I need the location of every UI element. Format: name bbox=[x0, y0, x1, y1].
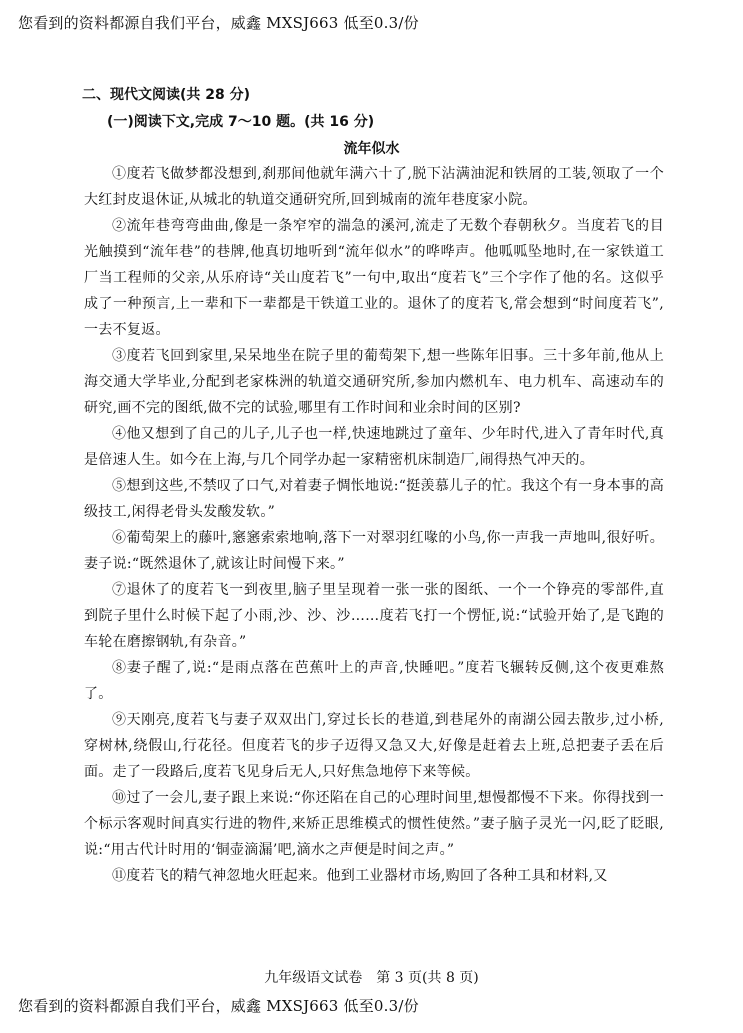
paragraph: ①度若飞做梦都没想到,刹那间他就年满六十了,脱下沾满油泥和铁屑的工装,领取了一个大红封皮退休证,从城北的轨道交通研究所,回到城南的流年巷度家小院。 bbox=[84, 166, 664, 208]
paragraph: ④他又想到了自己的儿子,儿子也一样,快速地跳过了童年、少年时代,进入了青年时代,真是倍速人生。如今在上海,与几个同学办起一家精密机床制造厂,闹得热气冲天的。 bbox=[84, 426, 664, 468]
article-title: 流年似水 bbox=[343, 141, 400, 157]
paragraph: ⑦退休了的度若飞一到夜里,脑子里呈现着一张一张的图纸、一个一个铮亮的零部件,直到院子里什么时候下起了小雨,沙、沙、沙……度若飞打一个愣怔,说:“试验开始了,是飞跑的车轮在磨擦钢轨,有杂音。” bbox=[84, 582, 664, 650]
paragraph: ⑧妻子醒了,说:“是雨点落在芭蕉叶上的声音,快睡吧。”度若飞辗转反侧,这个夜更难熬了。 bbox=[84, 660, 664, 702]
paragraph: ③度若飞回到家里,呆呆地坐在院子里的葡萄架下,想一些陈年旧事。三十多年前,他从上海交通大学毕业,分配到老家株洲的轨道交通研究所,参加内燃机车、电力机车、高速动车的研究,画不完的图纸,做不完的试验,哪里有工作时间和业余时间的区别? bbox=[84, 348, 664, 416]
article-body bbox=[84, 161, 664, 889]
paragraph: ⑨天刚亮,度若飞与妻子双双出门,穿过长长的巷道,到巷尾外的南湖公园去散步,过小桥,穿树林,绕假山,行花径。但度若飞的步子迈得又急又大,好像是赶着去上班,总把妻子丢在后面。走了一段路后,度若飞见身后无人,只好焦急地停下来等候。 bbox=[84, 712, 664, 780]
paragraph: ⑩过了一会儿,妻子跟上来说:“你还陷在自己的心理时间里,想慢都慢不下来。你得找到一个标示客观时间真实行进的物件,来矫正思维模式的惯性使然。”妻子脑子灵光一闪,眨了眨眼,说:“用古代计时用的‘铜壶滴漏’吧,滴水之声便是时间之声。” bbox=[84, 790, 664, 858]
section-heading: 二、现代文阅读(共 28 分) bbox=[82, 87, 251, 103]
paragraph: ⑪度若飞的精气神忽地火旺起来。他到工业器材市场,购回了各种工具和材料,又 bbox=[112, 868, 608, 884]
watermark-bottom: 您看到的资料都源自我们平台，威鑫 MXSJ663 低至0.3/份 bbox=[18, 997, 419, 1015]
paragraph: ②流年巷弯弯曲曲,像是一条窄窄的湍急的溪河,流走了无数个春朝秋夕。当度若飞的目光触摸到“流年巷”的巷牌,他真切地听到“流年似水”的哗哗声。他呱呱坠地时,在一家铁道工厂当工程师的父亲,从乐府诗“关山度若飞”一句中,取出“度若飞”三个字作了他的名。这似乎成了一种预言,上一辈和下一辈都是干铁道工业的。退休了的度若飞,常会想到“时间度若飞”,一去不复返。 bbox=[84, 218, 664, 338]
watermark-top: 您看到的资料都源自我们平台，威鑫 MXSJ663 低至0.3/份 bbox=[18, 14, 419, 32]
paragraph: ⑤想到这些,不禁叹了口气,对着妻子惆怅地说:“挺羡慕儿子的忙。我这个有一身本事的高级技工,闲得老骨头发酸发软。” bbox=[84, 478, 664, 520]
sub-heading: (一)阅读下文,完成 7～10 题。(共 16 分) bbox=[107, 114, 375, 130]
paragraph: ⑥葡萄架上的藤叶,窸窸索索地响,落下一对翠羽红喙的小鸟,你一声我一声地叫,很好听。妻子说:“既然退休了,就该让时间慢下来。” bbox=[84, 530, 664, 572]
page-footer: 九年级语文试卷 第 3 页(共 8 页) bbox=[264, 970, 479, 986]
